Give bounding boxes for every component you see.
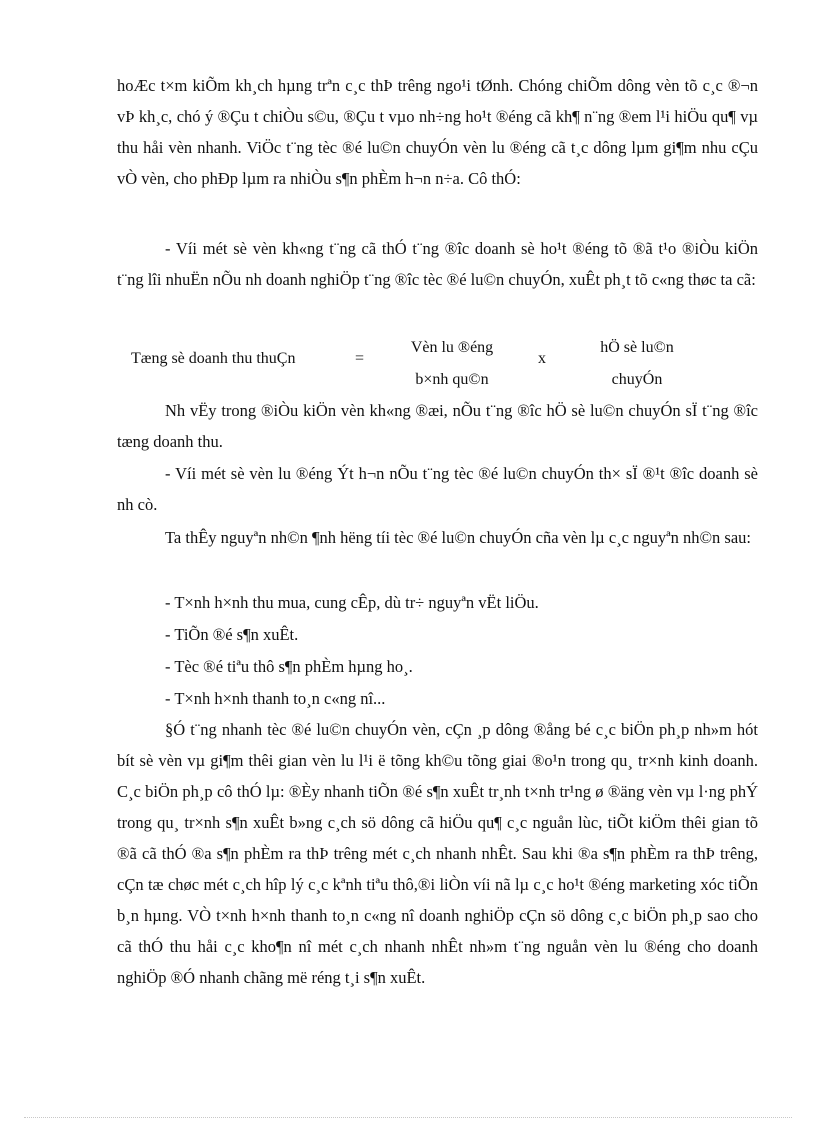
formula: [117, 330, 758, 394]
list-item-1: - T×nh h×nh thu mua, cung cÊp, dù tr÷ nguyªn vËt liÖu.: [165, 593, 539, 612]
list-item-2: - TiÕn ®é s¶n xuÊt.: [165, 625, 299, 644]
formula-denominator-1: b×nh qu©n: [415, 371, 489, 388]
formula-denominator-2: chuyÓn: [611, 371, 663, 388]
formula-equals: =: [355, 350, 365, 367]
formula-times: x: [538, 350, 546, 367]
paragraph-6: §Ó t¨ng nhanh tèc ®é lu©n chuyÓn vèn, cÇn ¸p dông ®ång bé c¸c biÖn ph¸p nh»m hót bít sè vèn vµ gi¶m thêi gian vèn lu l¹i ë tõng kh©u tõng giai ®o¹n trong qu¸ tr×nh kinh doanh. C¸c biÖn ph¸p cô thÓ lµ: ®Èy nhanh tiÕn ®é s¶n xuÊt tr¸nh t×nh tr¹ng ø ®äng vèn vµ l·ng phÝ trong qu¸ tr×nh s¶n xuÊt b»ng c¸ch sö dông cã hiÖu qu¶ c¸c nguån lùc, tiÕt kiÖm thêi gian tõ ®ã cã thÓ ®a s¶n phÈm ra thÞ trêng mét c¸ch nhanh nhÊt. Sau khi ®a s¶n phÈm ra thÞ trêng, cÇn tæ chøc mét c¸ch hîp lý c¸c kªnh tiªu thô,®i liÒn víi nã lµ c¸c ho¹t ®éng marketing xóc tiÕn b¸n hµng. VÒ t×nh h×nh thanh to¸n c«ng nî doanh nghiÖp cÇn sö dông c¸c biÖn ph¸p sao cho cã thÓ thu håi c¸c kho¶n nî mét c¸ch nhanh nhÊt nh»m t¨ng nguån vèn lu ®éng cho doanh nghiÖp ®Ó nhanh chãng më réng t¸i s¶n xuÊt.: [117, 720, 758, 987]
formula-fraction-1: [397, 332, 507, 396]
formula-lhs: Tæng sè doanh thu thuÇn: [131, 350, 296, 367]
paragraph-2: - Víi mét sè vèn kh«ng t¨ng cã thÓ t¨ng ®îc doanh sè ho¹t ®éng tõ ®ã t¹o ®iÒu kiÖn t¨ng lîi nhuËn nÕu nh doanh nghiÖp t¨ng ®îc tèc ®é lu©n chuyÓn, xuÊt ph¸t tõ c«ng thøc ta cã:: [117, 239, 758, 289]
list-item-3: - Tèc ®é tiªu thô s¶n phÈm hµng ho¸.: [165, 657, 413, 676]
formula-numerator-1: Vèn lu ®éng: [410, 339, 494, 356]
paragraph-4: - Víi mét sè vèn lu ®éng Ýt h¬n nÕu t¨ng tèc ®é lu©n chuyÓn th× sÏ ®¹t ®îc doanh sè nh cò.: [117, 464, 758, 514]
list-item-4: - T×nh h×nh thanh to¸n c«ng nî...: [165, 689, 386, 708]
paragraph-5: Ta thÊy nguyªn nh©n ¶nh hëng tíi tèc ®é lu©n chuyÓn cña vèn lµ c¸c nguyªn nh©n sau:: [165, 528, 751, 547]
paragraph-1: hoÆc t×m kiÕm kh¸ch hµng trªn c¸c thÞ trêng ngo¹i tØnh. Chóng chiÕm dông vèn tõ c¸c ®¬n vÞ kh¸c, chó ý ®Çu t chiÒu s©u, ®Çu t vµo nh÷ng ho¹t ®éng cã kh¶ n¨ng ®em l¹i hiÖu qu¶ vµ thu håi vèn nhanh. ViÖc t¨ng tèc ®é lu©n chuyÓn vèn lu ®éng cã t¸c dông lµm gi¶m nhu cÇu vÒ vèn, cho phÐp lµm ra nhiÒu s¶n phÈm h¬n n÷a. Cô thÓ:: [117, 76, 758, 188]
formula-numerator-2: hÖ sè lu©n: [600, 339, 674, 356]
formula-fraction-2: [587, 332, 687, 396]
paragraph-3: Nh vËy trong ®iÒu kiÖn vèn kh«ng ®æi, nÕu t¨ng ®îc hÖ sè lu©n chuyÓn sÏ t¨ng ®îc tæng doanh thu.: [117, 401, 758, 451]
page-bottom-divider: [24, 1117, 792, 1118]
